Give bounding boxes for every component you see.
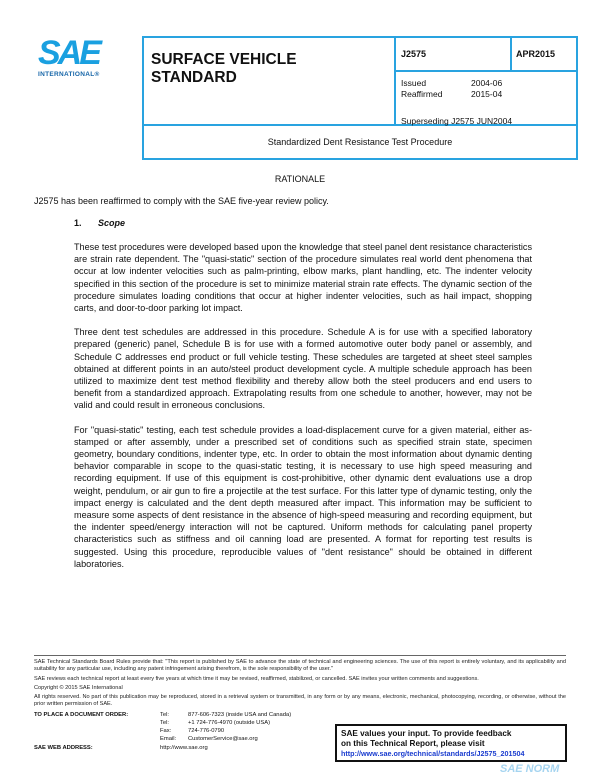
superseding: Superseding J2575 JUN2004 xyxy=(401,116,513,126)
reaffirmed-label: Reaffirmed xyxy=(401,89,443,99)
web-label: SAE WEB ADDRESS: xyxy=(34,744,93,751)
rationale-text: J2575 has been reaffirmed to comply with the SAE five-year review policy. xyxy=(34,196,329,206)
issued-value: 2004-06 xyxy=(471,78,503,88)
footer-divider xyxy=(34,655,566,656)
dates-block xyxy=(396,72,576,126)
contact-value: 724-776-0790 xyxy=(188,728,225,735)
contact-value: +1 724-776-4970 (outside USA) xyxy=(188,719,271,726)
paragraph: These test procedures were developed based upon the knowledge that steel panel dent resistance characteristics are strain rate dependent. The "quasi-static" section of the procedure simulates real world dent phenomena that occur at low indenter velocities such as palm-printing, elbow marks, plant handling, etc. The indenter velocity specified in this section of the procedure is set to minimize material strain rate effects. The dynamic section of the procedure simulates loading conditions that occur at higher indenter velocities, such as hail impact, shopping carts, and door-to-door parking lot impact. xyxy=(74,242,532,314)
rights-notice: All rights reserved. No part of this publication may be reproduced, stored in a retrieval system or transmitted, in any form or by any means, electronic, mechanical, photocopying, recording, or otherwise, without the prior written permission of SAE. xyxy=(34,694,566,708)
feedback-box xyxy=(335,724,567,762)
contact-row xyxy=(160,711,291,719)
web-row xyxy=(34,744,334,752)
logo-international: INTERNATIONAL® xyxy=(38,71,100,78)
contact-key: Email: xyxy=(160,736,177,743)
logo-mark: SAE xyxy=(38,34,99,72)
scope-title: Scope xyxy=(98,218,126,228)
contact-key: Tel: xyxy=(160,711,170,718)
copyright: Copyright © 2015 SAE International xyxy=(34,684,123,691)
feedback-link[interactable]: http://www.sae.org/technical/standards/J2575_201504 xyxy=(341,749,525,758)
contact-row xyxy=(160,735,291,743)
header-box xyxy=(142,36,578,160)
order-label: TO PLACE A DOCUMENT ORDER: xyxy=(34,711,129,718)
contact-row xyxy=(160,719,291,727)
title-line-2: STANDARD xyxy=(151,69,237,86)
watermark: SAE NORM xyxy=(500,763,560,775)
contact-key: Fax: xyxy=(160,728,172,735)
feedback-line-2: on this Technical Report, please visit xyxy=(341,739,485,748)
scope-number: 1. xyxy=(74,218,82,228)
issued-label: Issued xyxy=(401,78,427,88)
standard-number: J2575 xyxy=(396,38,512,72)
feedback-line-1: SAE values your input. To provide feedback xyxy=(341,729,512,738)
standard-date: APR2015 xyxy=(512,38,576,72)
contact-row xyxy=(160,727,291,735)
email-link[interactable]: CustomerService@sae.org xyxy=(188,736,258,743)
document-title: Standardized Dent Resistance Test Procedure xyxy=(267,137,453,147)
web-link[interactable]: http://www.sae.org xyxy=(160,744,208,751)
contact-list xyxy=(160,711,291,744)
document-body xyxy=(0,174,600,570)
paragraph: Three dent test schedules are addressed in this procedure. Schedule A is for use with a specified laboratory prepared (generic) panel, Schedule B is for use with a formed automotive outer body panel or assembly, and Schedule C addresses end product or full vehicle testing. These schedules are targeted at sheet steel samples obtained at different points in an auto/steel product development cycle. A multiple schedule approach has been utilized to maximize dent test method flexibility and thereby allow both the steel producers and end users to benefit from a standardized approach. Extrapolating results from one schedule to another, however, may not be valid and could result in erroneous conclusions. xyxy=(74,327,532,411)
contact-value: 877-606-7323 (inside USA and Canada) xyxy=(188,711,292,718)
board-rules: SAE Technical Standards Board Rules provide that: "This report is published by SAE to advance the state of technical and engineering sciences. The use of this report is entirely voluntary, and its applicability and suitability for any particular use, including any patent infringement arising therefrom, is the sole responsibility of the user." xyxy=(34,659,566,673)
sae-logo xyxy=(38,36,118,78)
order-row xyxy=(34,711,334,744)
paragraph: For "quasi-static" testing, each test schedule provides a load-displacement curve for a given material, either as-stamped or after assembly, under a prescribed set of conditions such as specified strain state, specimen geometry, boundary conditions, indenter type, etc. In order to obtain the most information about dynamic denting behavior comparable in scope to the quasi-static testing, it is necessary to use high speed measuring and recording equipment. If use of this equipment is cost-prohibitive, other dynamic dent evaluations use a drop weight, pendulum, or air gun to fire a projectile at the test surface. For this latter type of dynamic testing, only the impact energy is calculated and the dent depth measured after impact. This information may be sufficient to measure some aspects of dent resistance in the absence of high-speed measuring and recording equipment, but the indenter speed/energy interaction will not be captured. Uniform methods for calculating panel property characteristics such as stiffness and oil canning load are presented. A format for reporting test results is suggested. Using this procedure, reproducible values of "dent resistance" should be obtained in different laboratories. xyxy=(74,424,532,569)
review-notice: SAE reviews each technical report at least every five years at which time it may be revised, reaffirmed, stabilized, or cancelled. SAE invites your written comments and suggestions. xyxy=(34,675,479,682)
document-type xyxy=(144,38,396,126)
rationale-heading: RATIONALE xyxy=(274,174,326,184)
title-line-1: SURFACE VEHICLE xyxy=(151,51,297,68)
reaffirmed-value: 2015-04 xyxy=(471,89,503,99)
contact-key: Tel: xyxy=(160,719,170,726)
scope-heading xyxy=(74,218,600,229)
